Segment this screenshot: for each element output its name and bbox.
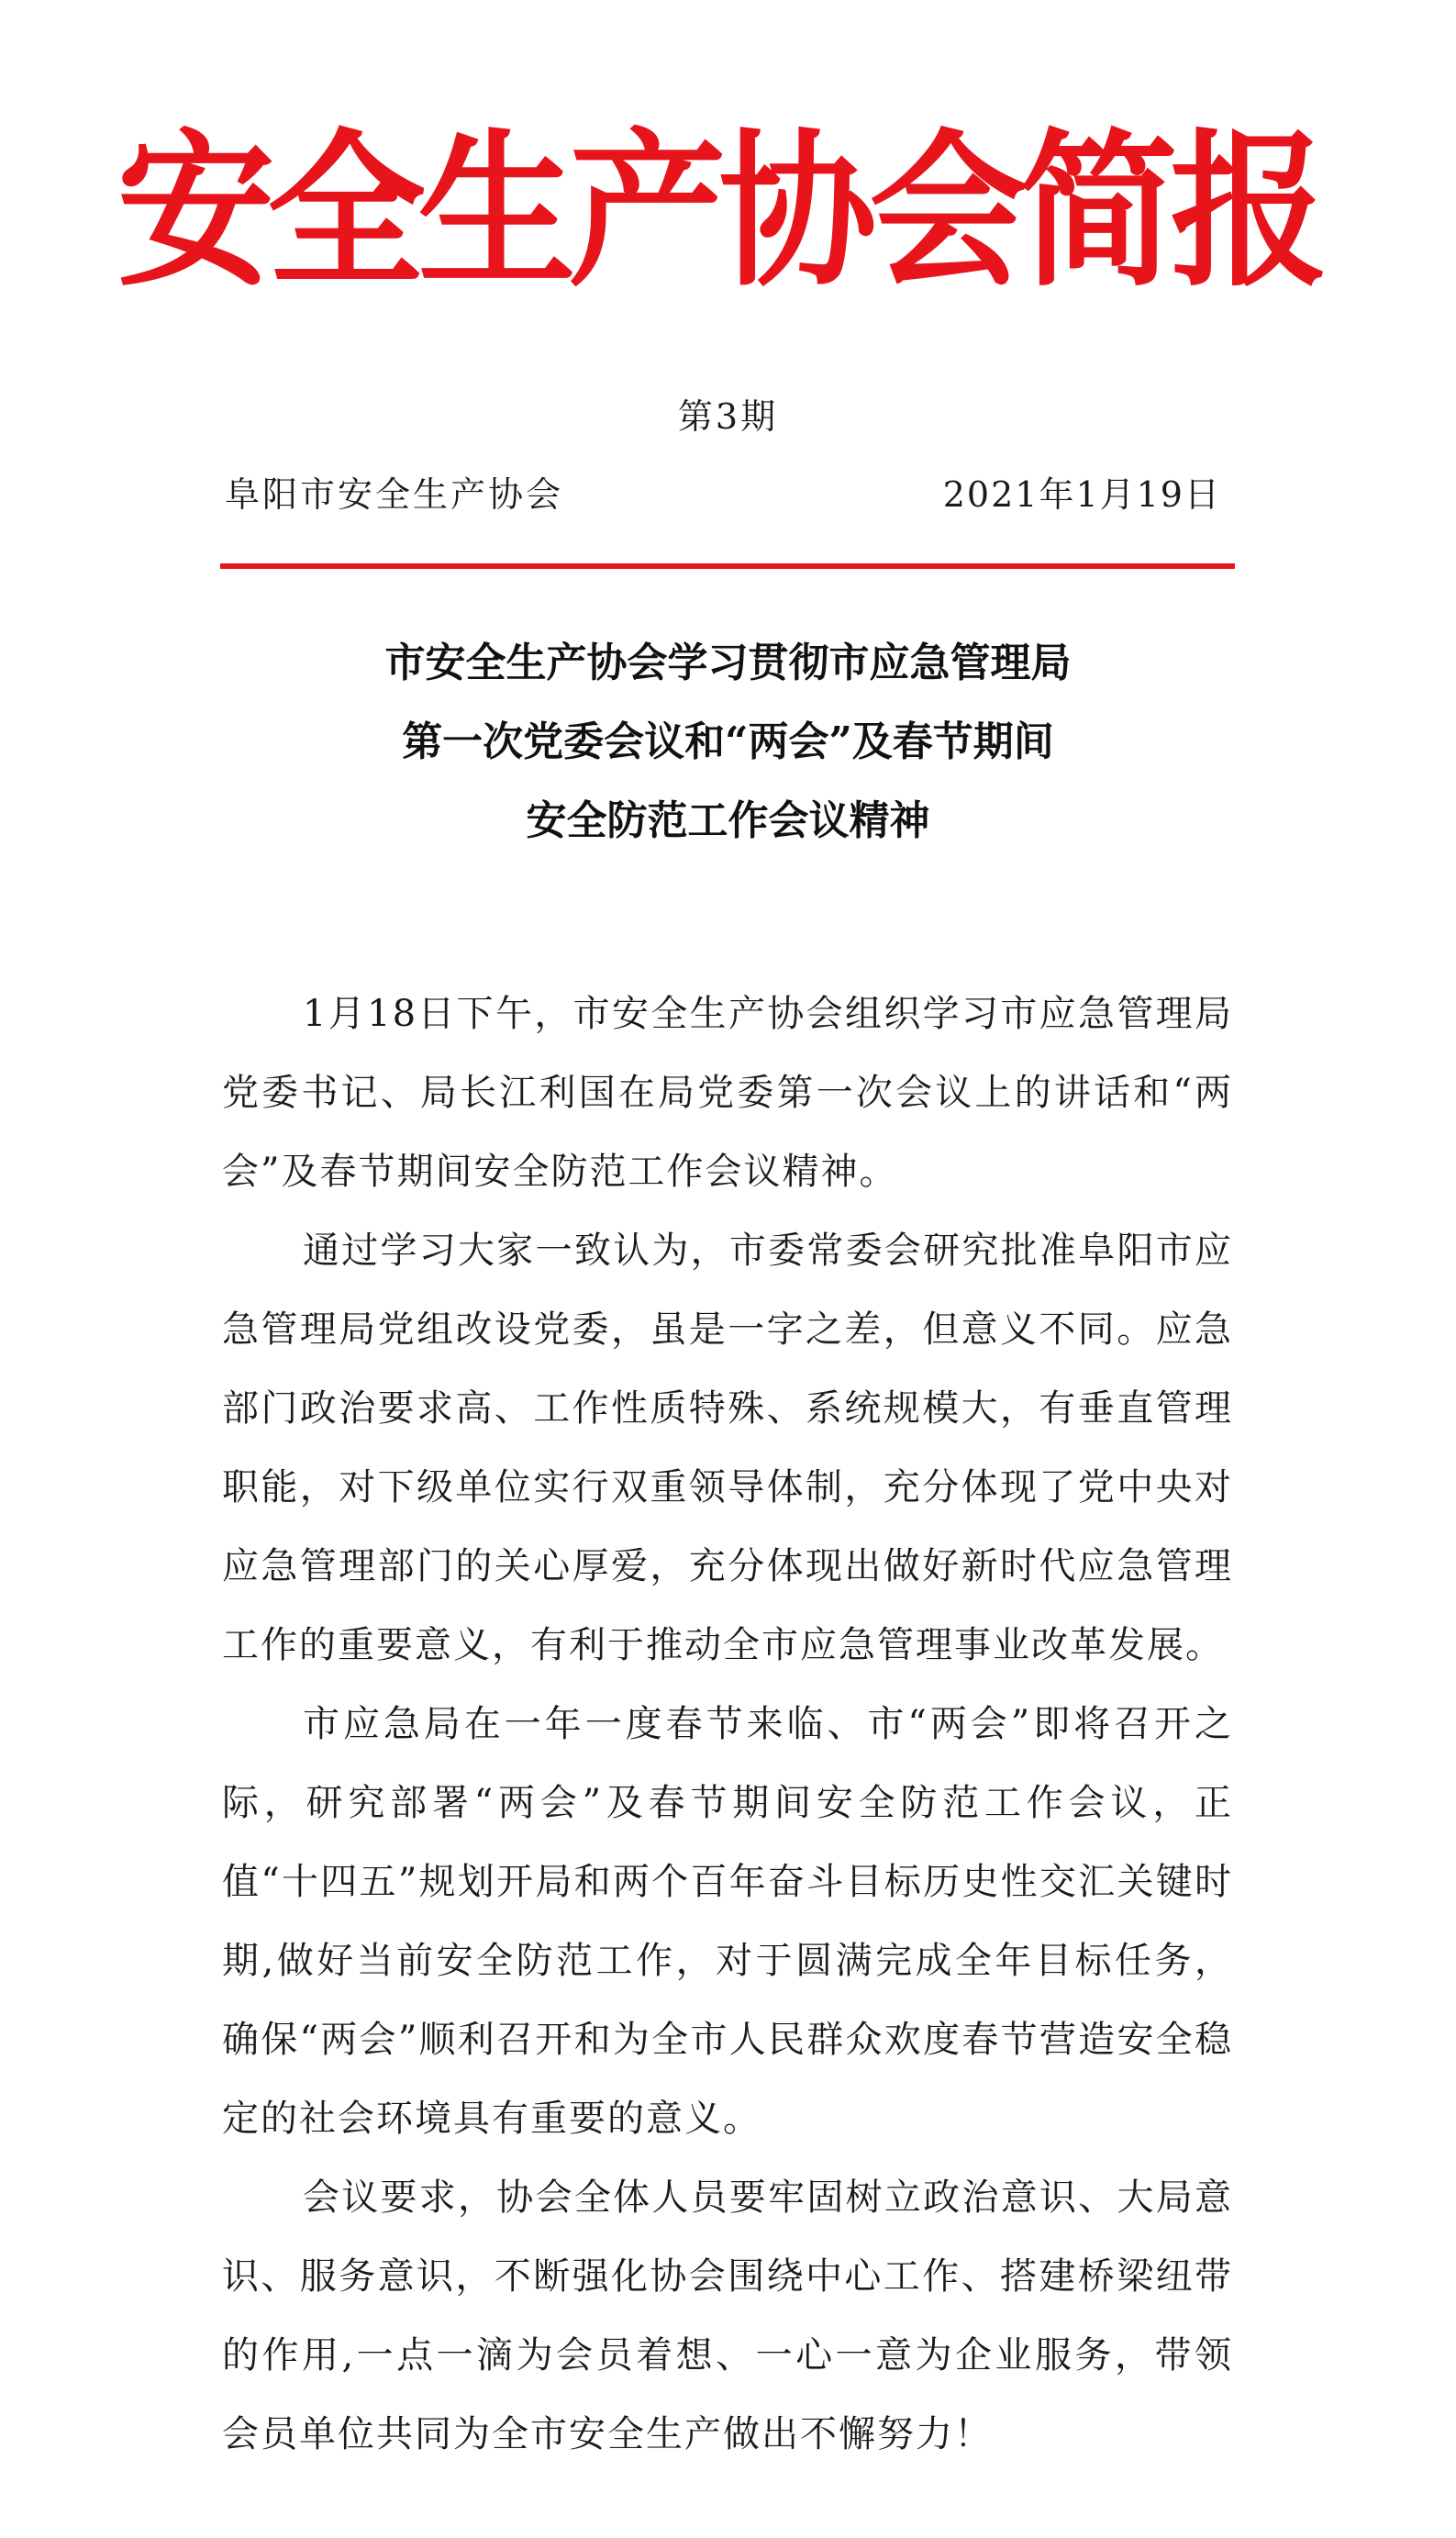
masthead-title: 安全生产协会简报 [117,114,1321,310]
article-body [222,974,1233,2474]
publisher-name: 阜阳市安全生产协会 [225,474,564,515]
article-title [0,624,1456,861]
article-title-line: 第一次党委会议和“两会”及春节期间 [402,718,1054,765]
article-paragraph: 通过学习大家一致认为，市委常委会研究批准阜阳市应急管理局党组改设党委，虽是一字之差，但意义不同。应急部门政治要求高、工作性质特殊、系统规模大，有垂直管理职能，对下级单位实行双重领导体制，充分体现了党中央对应急管理部门的关心厚爱，充分体现出做好新时代应急管理工作的重要意义，有利于推动全市应急管理事业改革发展。 [222,1230,1233,1666]
article-paragraph: 市应急局在一年一度春节来临、市“两会”即将召开之际，研究部署“两会”及春节期间安全防范工作会议，正值“十四五”规划开局和两个百年奋斗目标历史性交汇关键时期,做好当前安全防范工作，对于圆满完成全年目标任务，确保“两会”顺利召开和为全市人民群众欢度春节营造安全稳定的社会环境具有重要的意义。 [222,1703,1233,2140]
article-paragraph: 1月18日下午，市安全生产协会组织学习市应急管理局党委书记、局长江利国在局党委第一次会议上的讲话和“两会”及春节期间安全防范工作会议精神。 [222,993,1233,1193]
article-title-line: 市安全生产协会学习贯彻市应急管理局 [384,640,1072,686]
issue-number: 第3期 [677,396,779,437]
red-divider-rule [220,563,1235,569]
article-paragraph: 会议要求，协会全体人员要牢固树立政治意识、大局意识、服务意识，不断强化协会围绕中心工作、搭建桥梁纽带的作用,一点一滴为会员着想、一心一意为企业服务，带领会员单位共同为全市安全生产做出不懈努力！ [222,2176,1233,2455]
publish-date: 2021年1月19日 [942,474,1221,515]
article-title-line: 安全防范工作会议精神 [526,797,930,844]
